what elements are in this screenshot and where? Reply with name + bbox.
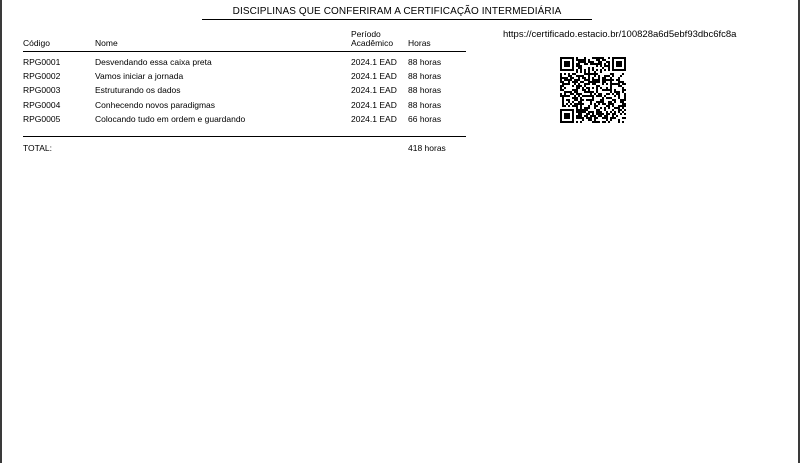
verification-url[interactable]: https://certificado.estacio.br/100828a6d5ebf93dbc6fc8a — [503, 29, 737, 40]
cell-hours: 88 horas — [408, 57, 442, 67]
table-body — [23, 52, 466, 128]
header-name: Nome — [95, 38, 118, 48]
cell-name: Vamos iniciar a jornada — [95, 71, 184, 82]
total-value: 418 horas — [408, 143, 446, 153]
table-row — [23, 114, 466, 128]
cell-hours: 88 horas — [408, 85, 442, 96]
cell-code: RPG0005 — [23, 113, 61, 124]
cell-period: 2024.1 EAD — [351, 57, 397, 67]
header-code: Código — [23, 38, 50, 48]
cell-hours: 88 horas — [408, 71, 442, 82]
cell-period: 2024.1 EAD — [351, 71, 397, 82]
header-period-line1: Período — [351, 29, 381, 39]
header-period — [351, 30, 411, 48]
cell-code: RPG0001 — [23, 57, 61, 67]
cell-name: Estruturando os dados — [95, 85, 181, 96]
total-label: TOTAL: — [23, 143, 52, 153]
cell-code: RPG0002 — [23, 71, 61, 82]
cell-hours: 66 horas — [408, 113, 442, 124]
header-period-line2: Acadêmico — [351, 38, 394, 48]
table-row — [23, 85, 466, 99]
table-row — [23, 71, 466, 85]
page-border-left — [0, 0, 2, 463]
total-row — [23, 143, 466, 155]
disciplines-table — [23, 29, 466, 128]
cell-code: RPG0004 — [23, 99, 61, 110]
cell-name: Colocando tudo em ordem e guardando — [95, 113, 246, 124]
cell-hours: 88 horas — [408, 99, 442, 110]
cell-period: 2024.1 EAD — [351, 99, 397, 110]
cell-period: 2024.1 EAD — [351, 85, 397, 96]
total-divider — [23, 136, 466, 137]
cell-code: RPG0003 — [23, 85, 61, 96]
table-row — [23, 57, 466, 71]
table-row — [23, 100, 466, 114]
header-hours: Horas — [408, 38, 431, 48]
document-title: DISCIPLINAS QUE CONFERIRAM A CERTIFICAÇÃO INTERMEDIÁRIA — [202, 6, 592, 20]
cell-name: Conhecendo novos paradigmas — [95, 99, 216, 110]
cell-period: 2024.1 EAD — [351, 113, 397, 124]
table-header — [23, 29, 466, 52]
cell-name: Desvendando essa caixa preta — [95, 57, 212, 67]
qr-code-icon — [560, 57, 626, 123]
